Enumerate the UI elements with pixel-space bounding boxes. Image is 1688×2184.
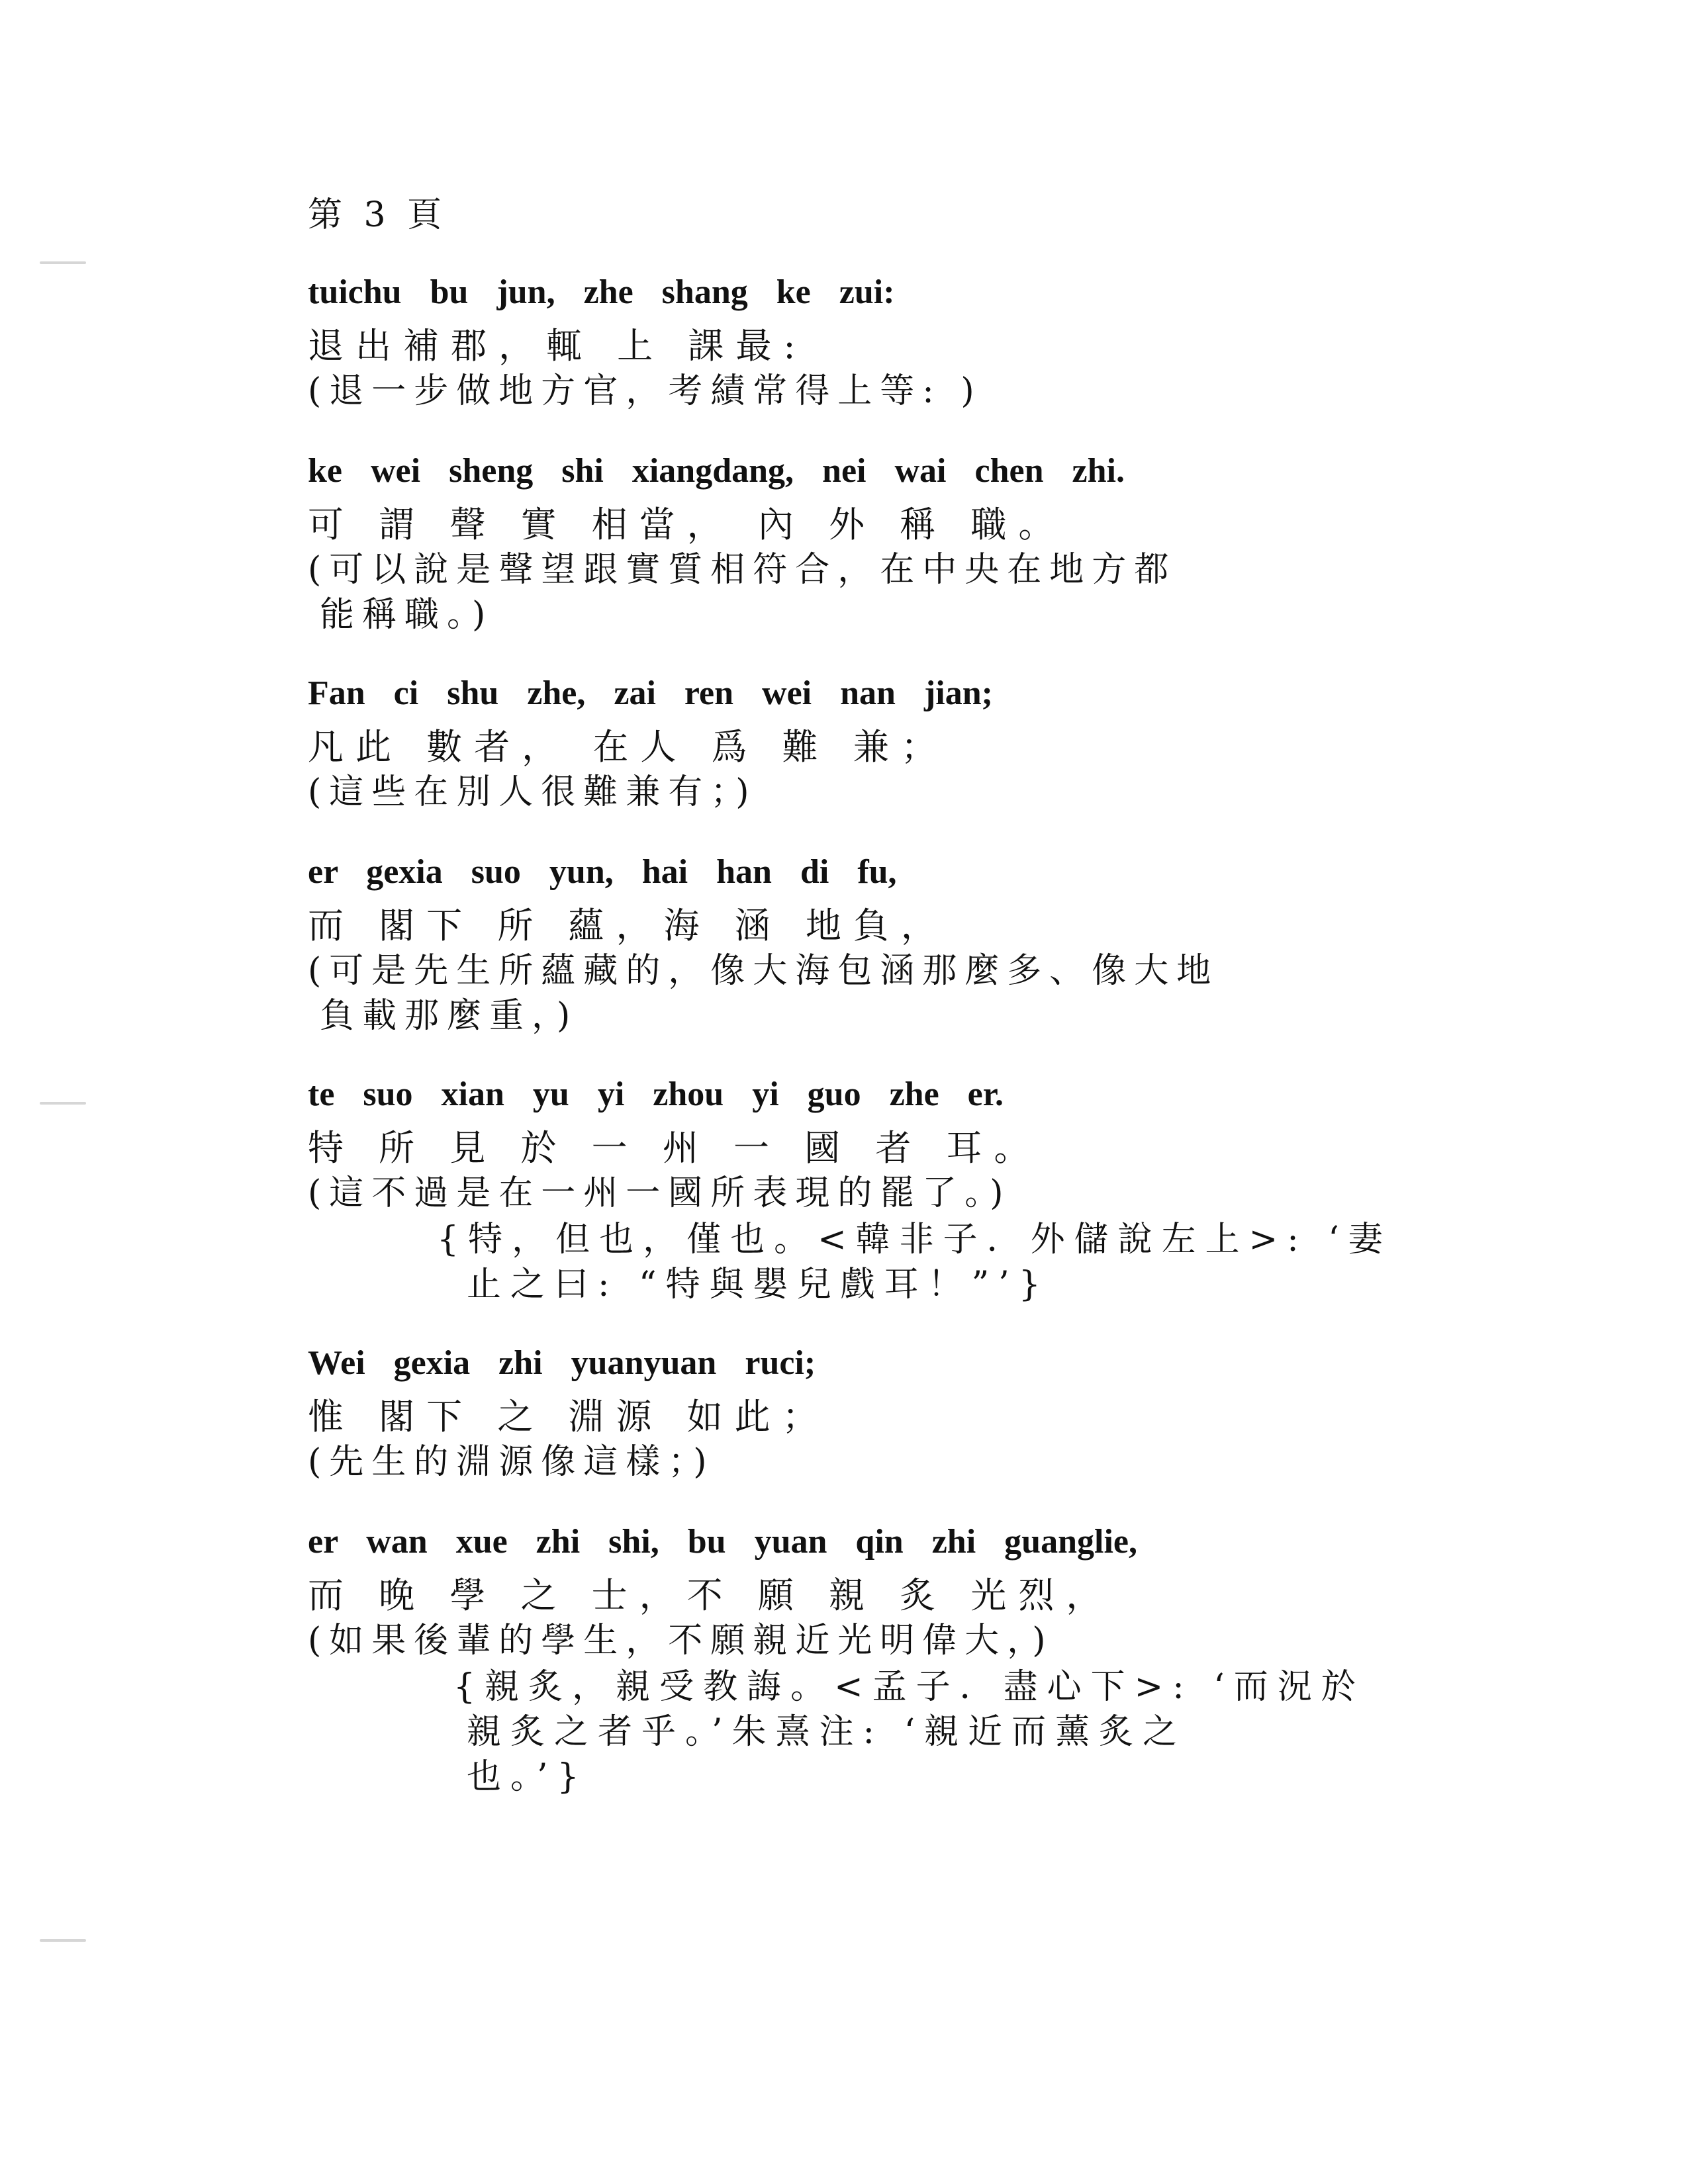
annotation-line: 親炙之者乎。’朱熹注: ‘親近而薰炙之 <box>467 1712 1187 1752</box>
translation-line: (可以說是聲望跟實質相符合，在中央在地方都 <box>308 550 1177 590</box>
chinese-line: 特 所 見 於 一 州 一 國 者 耳。 <box>308 1127 1042 1169</box>
scan-mark <box>40 261 86 264</box>
verse-entry <box>308 451 1433 650</box>
verse-entry <box>308 852 1433 1051</box>
pinyin-line: ke wei sheng shi xiangdang, nei wai chen zhi. <box>308 452 1125 490</box>
verse-entry <box>308 1522 1433 1840</box>
verse-entry <box>308 1343 1433 1496</box>
chinese-line: 可 謂 聲 實 相當， 內 外 稱 職。 <box>308 504 1066 545</box>
pinyin-line: er wan xue zhi shi, bu yuan qin zhi guanglie, <box>308 1523 1137 1561</box>
scan-mark <box>40 1939 86 1942</box>
pinyin-line: Fan ci shu zhe, zai ren wei nan jian; <box>308 674 993 712</box>
pinyin-line: te suo xian yu yi zhou yi guo zhe er. <box>308 1075 1004 1113</box>
translation-line: (如果後輩的學生，不願親近光明偉大，) <box>308 1621 1054 1661</box>
pinyin-line: er gexia suo yun, hai han di fu, <box>308 853 897 891</box>
translation-line: (先生的淵源像這樣；) <box>308 1442 715 1482</box>
chinese-line: 而 閣下 所 蘊，海 涵 地負， <box>308 905 949 946</box>
translation-line: 能稱職。) <box>320 595 494 635</box>
translation-line: 負載那麼重，) <box>320 996 579 1036</box>
verse-entry <box>308 1075 1433 1326</box>
annotation-line: {特，但也，僅也。<韓非子．外儲說左上>: ‘妻 <box>437 1220 1392 1259</box>
chinese-line: 而 晚 學 之 士，不 願 親 炙 光烈， <box>308 1574 1114 1616</box>
chinese-line: 凡此 數者， 在人 爲 難 兼； <box>308 726 949 768</box>
translation-line: (這些在別人很難兼有；) <box>308 772 757 812</box>
annotation-line: 也。’} <box>467 1757 588 1797</box>
chinese-line: 惟 閣下 之 淵源 如此； <box>308 1396 830 1437</box>
pinyin-line: Wei gexia zhi yuanyuan ruci; <box>308 1344 816 1382</box>
translation-line: (這不過是在一州一國所表現的罷了。) <box>308 1173 1011 1213</box>
annotation-line: {親炙，親受教誨。<孟子．盡心下>: ‘而況於 <box>453 1667 1365 1707</box>
verse-entry <box>308 674 1433 826</box>
translation-line: (可是先生所蘊藏的，像大海包涵那麼多、像大地 <box>308 951 1219 991</box>
verse-entry <box>308 273 1433 425</box>
page-number: 第 3 頁 <box>308 195 447 235</box>
translation-line: (退一步做地方官，考績常得上等: ) <box>308 371 982 411</box>
annotation-line: 止之曰: “特與嬰兒戲耳！”’} <box>467 1265 1050 1304</box>
scan-mark <box>40 1102 86 1105</box>
chinese-line: 退出補郡，輒 上 課最: <box>308 325 808 367</box>
pinyin-line: tuichu bu jun, zhe shang ke zui: <box>308 273 895 311</box>
